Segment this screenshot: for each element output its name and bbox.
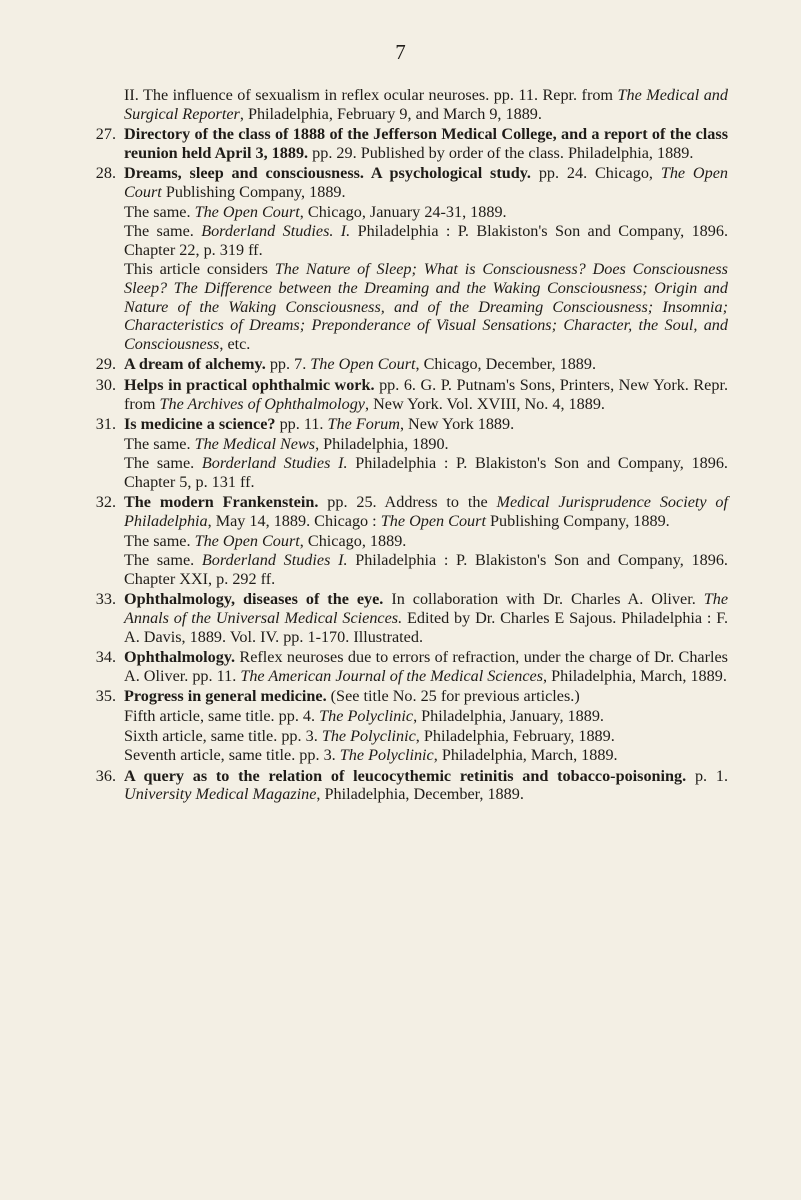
entry-text: Philadelphia : P. Blakiston's Son and Company, 1896. Chapter XXI, p. 292 ff. [124, 551, 728, 588]
entry-title: Is medicine a science? [124, 415, 276, 434]
entry-text: , Philadelphia, January, 1889. [413, 707, 604, 725]
entry-publication: The Polyclinic [321, 726, 416, 745]
entry-note [124, 454, 728, 491]
bibliography-entry [95, 493, 729, 588]
entry-publication: Borderland Studies I. [201, 551, 348, 570]
entry-text: II. The influence of sexualism in reflex ocular neuroses. pp. 11. Repr. from [124, 86, 618, 104]
bibliography-entry [95, 590, 729, 646]
bibliography-entry [95, 766, 728, 804]
entry-note [124, 727, 728, 746]
entry-publication: The Open Court [194, 202, 300, 221]
entry-text: Fifth article, same title. pp. 4. [124, 707, 320, 725]
entry-title: Dreams, sleep and consciousness. A psychological study. [124, 164, 531, 183]
entry-text: pp. 29. Published by order of the class. Philadelphia, 1889. [308, 143, 694, 162]
entry-title: Progress in general medicine. [124, 687, 327, 706]
entry-publication: The Forum [327, 415, 400, 434]
entry-publication: The Open Court [194, 531, 300, 550]
entry-text: Seventh article, same title. pp. 3. [124, 746, 340, 765]
bibliography-entry [95, 125, 728, 162]
entry-number: 32. [95, 493, 116, 512]
entry-number: 27. [95, 125, 116, 144]
bibliography-list [95, 86, 729, 806]
entry-citation [95, 164, 728, 201]
entry-text: Publishing Company, 1889. [161, 182, 346, 201]
bibliography-entry [95, 355, 728, 374]
entry-publication: Borderland Studies I. [201, 454, 348, 473]
entry-publication: The American Journal of the Medical Sciences [240, 666, 543, 685]
entry-text: , Philadelphia, 1890. [315, 434, 449, 453]
entry-number: 34. [95, 648, 116, 667]
entry-publication: The Polyclinic [319, 707, 414, 725]
entry-note [124, 532, 728, 551]
entry-text: , Chicago, 1889. [299, 531, 407, 550]
entry-text: p. 1. [686, 766, 728, 785]
entry-citation [95, 125, 728, 162]
entry-citation [95, 415, 728, 434]
entry-text: , Philadelphia, February 9, and March 9, 1889. [239, 104, 542, 123]
entry-text: Philadelphia : P. Blakiston's Son and Company, 1896. Chapter 22, p. 319 ff. [124, 222, 728, 259]
bibliography-entry [95, 375, 728, 413]
entry-text: , Philadelphia, February, 1889. [415, 726, 615, 745]
entry-publication: The Open Court [124, 164, 728, 201]
entry-text: Edited by Dr. Charles E Sajous. Philadelphia : F. A. Davis, 1889. Vol. IV. pp. 1-170. Illustrated. [124, 609, 729, 646]
entry-text: , May 14, 1889. Chicago : [207, 512, 381, 531]
entry-text: Reflex neuroses due to errors of refraction, under the charge of Dr. Charles A. Oliver. pp. 11. [124, 648, 728, 685]
entry-number: 29. [95, 355, 116, 374]
entry-note [124, 707, 728, 726]
entry-text: (See title No. 25 for previous articles.) [326, 687, 580, 706]
entry-text: Sixth article, same title. pp. 3. [124, 726, 322, 745]
entry-text: pp. 7. [265, 355, 311, 374]
entry-citation [95, 355, 728, 374]
entry-citation [95, 493, 729, 531]
entry-publication: The Polyclinic [339, 746, 434, 765]
entry-title: Ophthalmology. [124, 648, 236, 667]
entry-publication: Borderland Studies. I. [201, 222, 351, 241]
entry-publication: The Open Court [310, 355, 416, 374]
entry-text: , Philadelphia, December, 1889. [316, 785, 524, 804]
page-number: 7 [395, 40, 406, 64]
bibliography-entry [95, 164, 728, 353]
entry-text: Philadelphia : P. Blakiston's Son and Company, 1896. Chapter 5, p. 131 ff. [124, 454, 728, 491]
entry-text: The same. [124, 202, 195, 221]
entry-title: A query as to the relation of leucocythemic retinitis and tobacco-poisoning. [124, 766, 687, 785]
entry-citation [124, 86, 728, 123]
entry-text: pp. 11. [275, 415, 328, 434]
entry-text: This article considers [124, 260, 275, 279]
entry-title: Ophthalmology, diseases of the eye. [124, 590, 384, 609]
entry-note [124, 260, 728, 353]
entry-text: The same. [124, 531, 195, 550]
entry-text: The same. [124, 551, 202, 570]
entry-publication: The Archives of Ophthalmology [159, 394, 365, 413]
bibliography-entry [100, 86, 728, 123]
entry-text: Publishing Company, 1889. [485, 512, 670, 531]
entry-title: A dream of alchemy. [124, 355, 266, 374]
entry-number: 36. [95, 766, 116, 785]
bibliography-entry [95, 648, 728, 685]
entry-text: , Chicago, January 24-31, 1889. [299, 202, 507, 221]
entry-note [124, 203, 728, 222]
entry-number: 33. [95, 590, 116, 609]
entry-citation [95, 687, 728, 706]
entry-text: , Chicago, December, 1889. [415, 355, 597, 374]
entry-text: pp. 6. G. P. Putnam's Sons, Printers, New York. Repr. from [124, 375, 728, 413]
entry-text: In collaboration with Dr. Charles A. Oliver. [383, 590, 704, 609]
entry-note [124, 746, 728, 765]
entry-title: The modern Frankenstein. [124, 493, 319, 512]
entry-publication: Medical Jurisprudence Society of Philadelphia [124, 493, 729, 531]
entry-text: The same. [124, 454, 202, 473]
entry-number: 30. [95, 375, 116, 394]
entry-note [124, 551, 728, 588]
entry-publication: University Medical Magazine [124, 785, 317, 804]
entry-citation [95, 766, 728, 804]
entry-number: 35. [95, 687, 116, 706]
entry-number: 31. [95, 415, 116, 434]
entry-note [124, 435, 728, 454]
entry-publication: The Medical and Surgical Reporter [124, 86, 728, 123]
entry-citation [95, 648, 728, 685]
entry-citation [95, 375, 728, 413]
entry-text: , Philadelphia, March, 1889. [543, 666, 727, 685]
entry-text: , Philadelphia, March, 1889. [433, 746, 618, 765]
entry-publication: The Annals of the Universal Medical Sciences. [124, 590, 728, 628]
entry-publication: The Open Court [380, 512, 486, 531]
entry-text: , New York. Vol. XVIII, No. 4, 1889. [364, 394, 605, 413]
entry-publication: The Nature of Sleep; What is Consciousness? Does Consciousness Sleep? The Difference between the Dreaming and the Waking Consciousness; Origin and Nature of the Waking Consciousness, and of the Dreaming Consciousness; Insomnia; Characteristics of Dreams; Preponderance of Visual Sensations; Character, the Soul, and Consciousness [124, 260, 728, 353]
bibliography-entry [95, 687, 728, 765]
entry-publication: The Medical News [194, 434, 316, 453]
entry-text: The same. [124, 222, 202, 241]
entry-text: , New York 1889. [399, 415, 515, 434]
entry-title: Directory of the class of 1888 of the Jefferson Medical College, and a report of the class reunion held April 3, 1889. [124, 125, 728, 162]
entry-text: pp. 24. Chicago, [530, 164, 661, 183]
bibliography-entry [95, 415, 728, 491]
entry-text: , etc. [219, 334, 251, 353]
entry-title: Helps in practical ophthalmic work. [124, 375, 375, 394]
entry-number: 28. [95, 164, 116, 183]
entry-text: The same. [124, 434, 195, 453]
entry-text: pp. 25. Address to the [318, 493, 497, 512]
entry-note [124, 222, 728, 259]
entry-citation [95, 590, 729, 646]
